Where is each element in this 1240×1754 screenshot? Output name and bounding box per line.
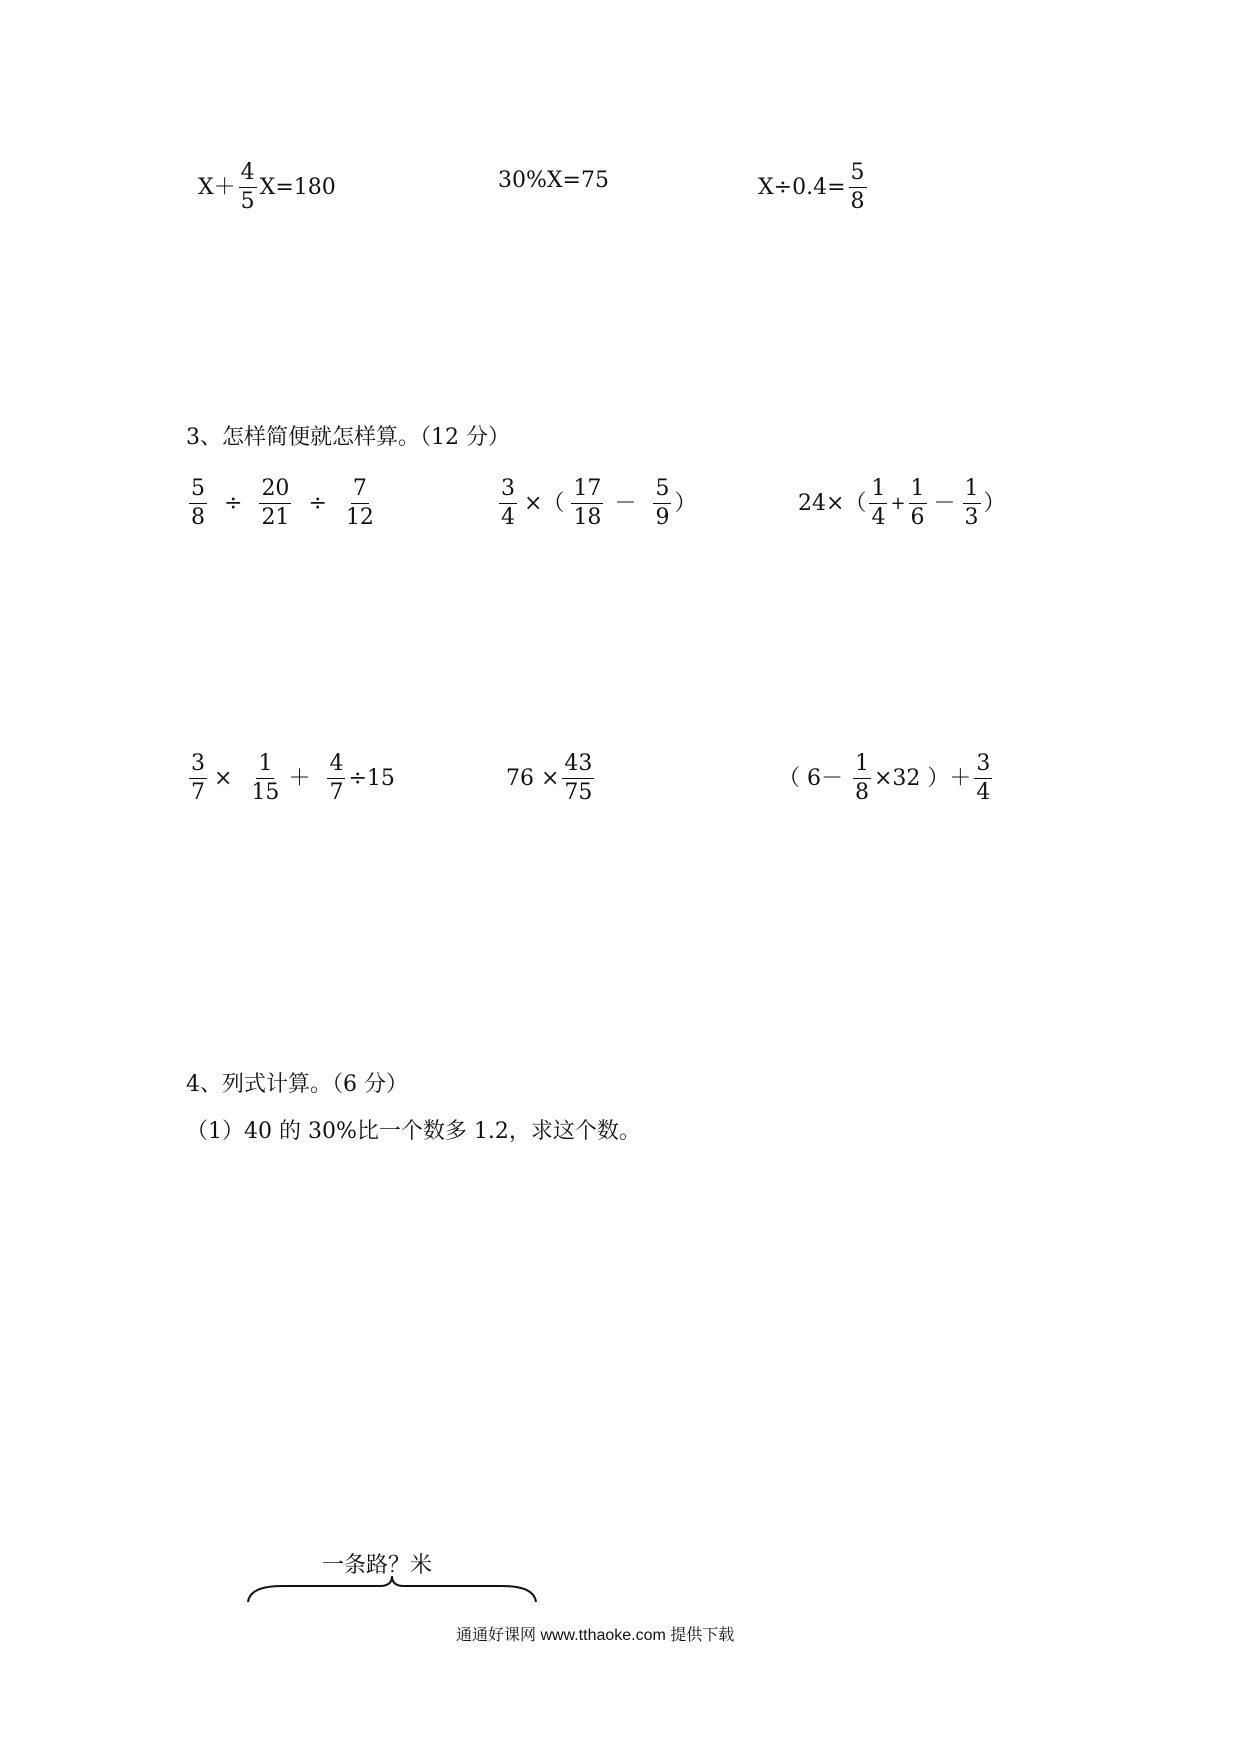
equation-2: 30%X=75 — [498, 168, 609, 193]
section4-question-1: （1）40 的 30%比一个数多 1.2，求这个数。 — [186, 1119, 641, 1144]
problem-6: （ 6－ $\frac{1}{8}$ ×32 ）＋ $\frac{3}{4}$ — [778, 751, 991, 805]
problem-5: 76 × $\frac{43}{75}$ — [506, 751, 593, 805]
problem-1: $\frac{5}{8}$ ÷ $\frac{20}{21}$ ÷ $\frac{7}{12}$ — [191, 476, 374, 530]
eq1-fraction: $\frac{4}{5}$ — [240, 160, 255, 214]
eq1-post: X=180 — [259, 174, 336, 200]
equation-3 — [758, 162, 870, 213]
eq3-pre: X÷0.4= — [758, 174, 846, 200]
equation-1 — [198, 162, 336, 213]
curly-brace — [242, 1572, 542, 1612]
eq1-pre: X＋ — [198, 174, 236, 200]
problem-3: 24×（ $\frac{1}{4}$ + $\frac{1}{6}$ － $\frac{1}{3}$ ） — [798, 476, 1006, 530]
footer-text: 通通好课网 www.tthaoke.com 提供下载 — [456, 1627, 735, 1644]
problem-4: $\frac{3}{7}$ × $\frac{1}{15}$ ＋ $\frac{4}{7}$ ÷15 — [191, 751, 395, 805]
section3-heading: 3、怎样简便就怎样算。（12 分） — [186, 425, 510, 450]
section4-heading: 4、列式计算。（6 分） — [186, 1072, 408, 1097]
problem-2: $\frac{3}{4}$ ×（ $\frac{17}{18}$ － $\frac{5}{9}$ ） — [501, 476, 697, 530]
eq3-fraction: $\frac{5}{8}$ — [850, 160, 865, 214]
road-label: 一条路？米 — [322, 1553, 433, 1578]
